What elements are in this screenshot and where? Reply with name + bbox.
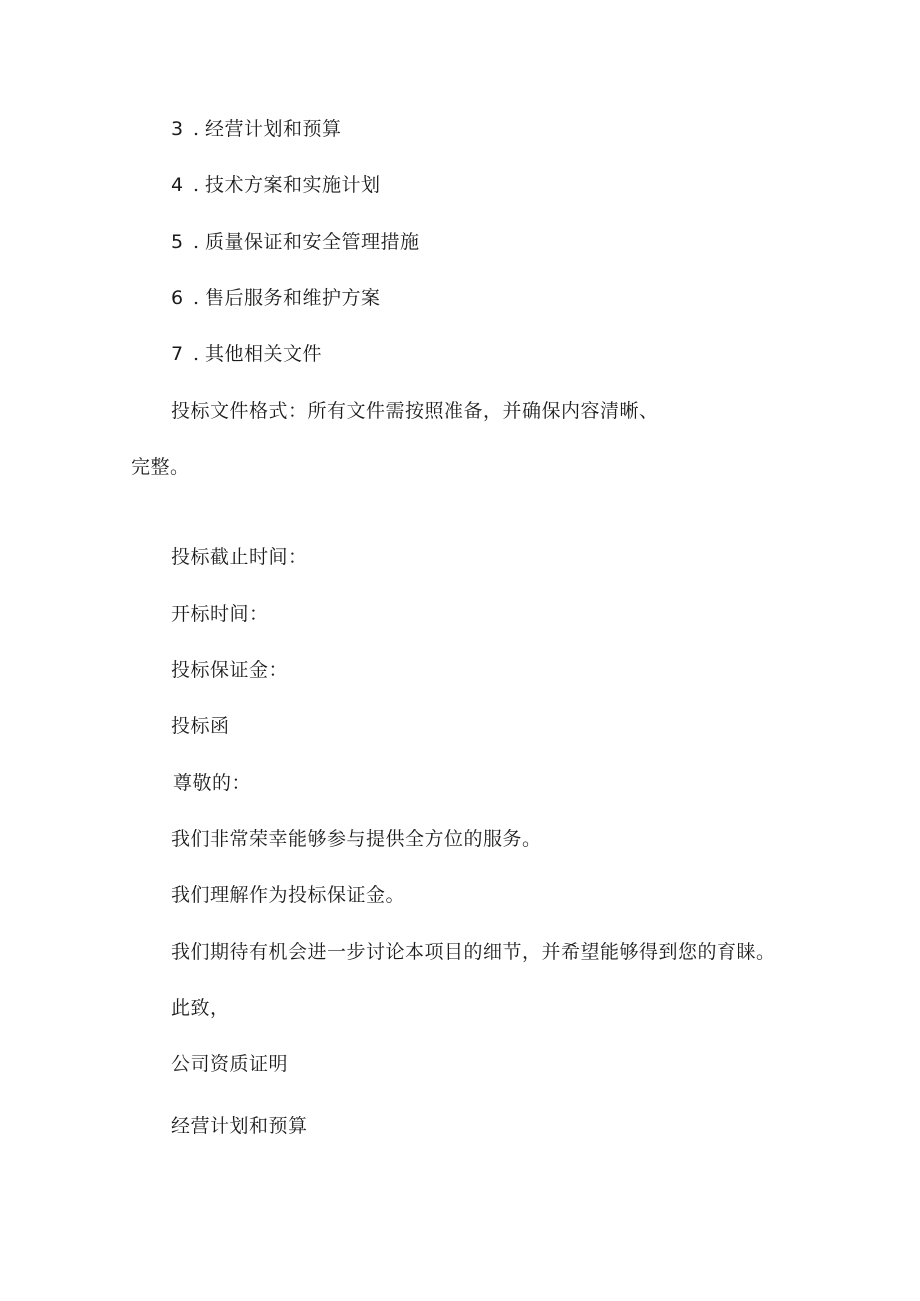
list-separator: . — [193, 343, 200, 365]
letter-salutation: 尊敬的： — [173, 772, 252, 794]
list-text: 其他相关文件 — [205, 343, 323, 365]
list-number: 6 — [171, 287, 184, 309]
attachment-2: 经营计划和预算 — [171, 1115, 308, 1137]
letter-paragraph-2: 我们理解作为投标保证金。 — [171, 884, 406, 906]
deadline-field: 投标截止时间： — [171, 546, 308, 568]
attachment-1: 公司资质证明 — [171, 1053, 289, 1075]
format-note-line1: 投标文件格式：所有文件需按照准备，并确保内容清晰、 — [171, 400, 659, 422]
letter-title: 投标函 — [171, 715, 230, 737]
list-separator: . — [193, 231, 200, 253]
list-number: 5 — [171, 231, 184, 253]
opening-field: 开标时间： — [171, 603, 269, 625]
letter-closing: 此致， — [171, 997, 230, 1019]
list-separator: . — [193, 118, 200, 140]
letter-paragraph-3: 我们期待有机会进一步讨论本项目的细节，并希望能够得到您的育睐。 — [171, 941, 776, 963]
list-text: 经营计划和预算 — [205, 118, 342, 140]
list-number: 4 — [171, 174, 184, 196]
format-note-line2: 完整。 — [131, 456, 190, 478]
list-text: 技术方案和实施计划 — [205, 174, 381, 196]
list-text: 质量保证和安全管理措施 — [205, 231, 420, 253]
list-number: 3 — [171, 118, 184, 140]
list-text: 售后服务和维护方案 — [205, 287, 381, 309]
letter-paragraph-1: 我们非常荣幸能够参与提供全方位的服务。 — [171, 828, 542, 850]
list-separator: . — [193, 174, 200, 196]
list-item-4 — [171, 173, 381, 197]
list-item-5 — [171, 230, 420, 254]
list-separator: . — [193, 287, 200, 309]
list-item-6 — [171, 286, 381, 310]
list-item-7 — [171, 342, 322, 366]
deposit-field: 投标保证金： — [171, 659, 289, 681]
list-item-3 — [171, 117, 342, 141]
list-number: 7 — [171, 343, 184, 365]
